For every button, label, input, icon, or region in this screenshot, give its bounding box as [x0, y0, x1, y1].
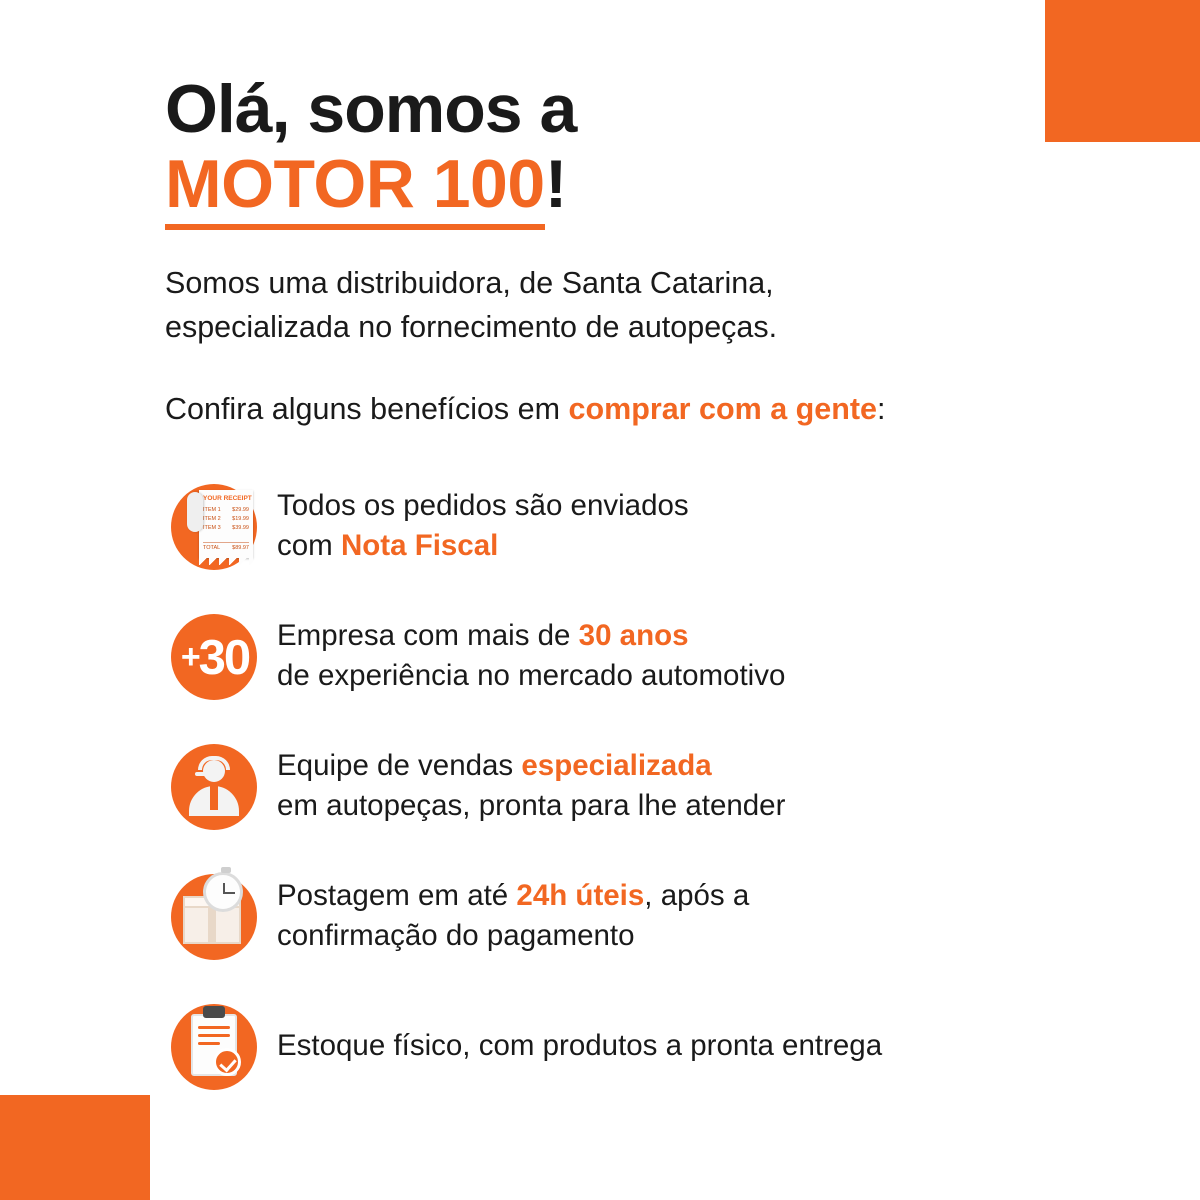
benefit-line-1-prefix: Empresa com mais de [277, 619, 579, 653]
list-item [165, 996, 1115, 1096]
list-item [165, 476, 1115, 576]
benefit-line-2: em autopeças, pronta para lhe atender [277, 789, 786, 823]
benefits-lead [165, 389, 1115, 430]
decorative-corner-bottom-left [0, 1095, 150, 1200]
benefits-lead-suffix: : [877, 391, 886, 426]
receipt-total-label: TOTAL [203, 545, 221, 552]
benefit-line-1-prefix: Postagem em até [277, 879, 517, 913]
receipt-row-value: $19.99 [232, 516, 249, 523]
benefit-text [277, 1026, 882, 1066]
benefits-list [165, 476, 1115, 1096]
benefit-text [277, 486, 689, 566]
clipboard-check-icon [165, 996, 265, 1096]
benefit-line-1-suffix: , após a [644, 879, 750, 913]
receipt-row-label: ITEM 1 [203, 507, 221, 514]
benefits-lead-highlight: comprar com a gente [568, 391, 877, 426]
receipt-title: YOUR RECEIPT [203, 495, 252, 503]
benefit-text [277, 876, 749, 956]
benefit-line-1-highlight: 24h úteis [516, 879, 645, 913]
benefit-text [277, 616, 785, 696]
receipt-row-value: $29.99 [232, 507, 249, 514]
list-item [165, 736, 1115, 836]
benefit-line-1: Estoque físico, com produtos a pronta entrega [277, 1029, 883, 1063]
page-title-line-1: Olá, somos a [165, 71, 577, 147]
benefit-line-2: confirmação do pagamento [277, 919, 635, 953]
page-content [165, 71, 1115, 1096]
receipt-clip [187, 492, 203, 532]
benefit-line-2-prefix: com [277, 529, 341, 563]
headset-operator-icon [165, 736, 265, 836]
benefit-line-2: de experiência no mercado automotivo [277, 659, 786, 693]
brand-name: MOTOR 100 [165, 146, 545, 230]
list-item [165, 866, 1115, 966]
receipt-row-label: ITEM 2 [203, 516, 221, 523]
badge-plus: + [180, 638, 199, 677]
benefit-line-1-highlight: especializada [521, 749, 712, 783]
receipt-icon [165, 476, 265, 576]
benefit-line-1-highlight: 30 anos [578, 619, 689, 653]
benefit-line-2-highlight: Nota Fiscal [340, 529, 499, 563]
benefits-lead-prefix: Confira alguns benefícios em [165, 391, 569, 426]
benefit-line-1: Todos os pedidos são enviados [277, 489, 689, 523]
intro-line-1: Somos uma distribuidora, de Santa Catarina, [165, 266, 774, 301]
intro-paragraph [165, 262, 1115, 349]
page-title-line-2 [165, 146, 1115, 222]
plus-30-badge-icon [165, 606, 265, 706]
badge-number: 30 [198, 631, 250, 686]
benefit-text [277, 746, 785, 826]
list-item [165, 606, 1115, 706]
receipt-row-value: $39.99 [232, 525, 249, 532]
brand-exclamation: ! [544, 146, 567, 222]
package-stopwatch-icon [165, 866, 265, 966]
intro-line-2: especializada no fornecimento de autopeças. [165, 309, 778, 344]
benefit-line-1-prefix: Equipe de vendas [277, 749, 522, 783]
receipt-row-label: ITEM 3 [203, 525, 221, 532]
receipt-total-value: $89.97 [232, 545, 249, 552]
